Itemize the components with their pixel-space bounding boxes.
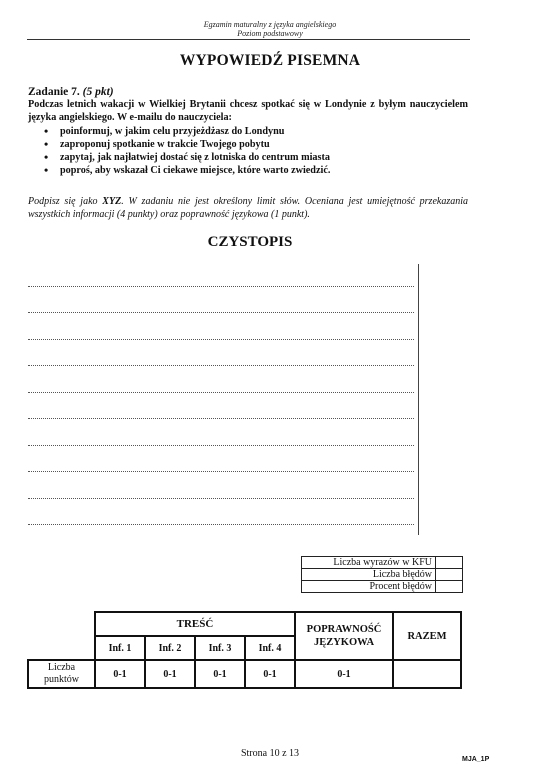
margin-line	[418, 264, 419, 535]
writing-line[interactable]	[28, 471, 414, 472]
inf-3-header: Inf. 3	[195, 636, 245, 660]
task-bullet: • zapytaj, jak najłatwiej dostać się z lotniska do centrum miasta	[44, 151, 464, 164]
table-row	[302, 581, 463, 593]
kfu-word-count-label: Liczba wyrazów w KFU	[302, 557, 436, 569]
kfu-error-percent-value[interactable]	[436, 581, 463, 593]
writing-line[interactable]	[28, 498, 414, 499]
writing-line[interactable]	[28, 365, 414, 366]
exam-header-level: Poziom podstawowy	[237, 29, 303, 38]
page-number: Strona 10 z 13	[240, 748, 300, 759]
header-divider	[27, 39, 470, 40]
correctness-header-line2: JĘZYKOWA	[313, 637, 375, 648]
total-score[interactable]	[393, 660, 461, 688]
kfu-error-percent-label: Procent błędów	[302, 581, 436, 593]
page-title: WYPOWIEDŹ PISEMNA	[179, 52, 361, 69]
points-label-line2: punktów	[44, 674, 79, 685]
total-header: RAZEM	[393, 612, 461, 660]
note-text: . W zadaniu nie jest określony limit słów. Oceniana jest umiejętność przekazania wszystkich informacji (4 punkty) oraz poprawność językowa (1 punkt).	[28, 196, 468, 220]
task-note	[28, 196, 468, 221]
kfu-table	[301, 556, 463, 593]
writing-line[interactable]	[28, 312, 414, 313]
writing-line[interactable]	[28, 339, 414, 340]
writing-line[interactable]	[28, 392, 414, 393]
points-row-label	[28, 660, 95, 688]
exam-code: MJA_1P	[462, 756, 490, 763]
inf-2-score[interactable]: 0-1	[145, 660, 195, 688]
task-instructions: Podczas letnich wakacji w Wielkiej Brytanii chcesz spotkać się w Londynie z byłym nauczycielem języka angielskiego. W e-mailu do nauczyciela:	[28, 99, 468, 123]
table-row	[302, 569, 463, 581]
note-signature: XYZ	[102, 196, 122, 207]
writing-line[interactable]	[28, 445, 414, 446]
task-points: (5 pkt)	[82, 86, 114, 98]
empty-corner	[28, 612, 95, 636]
inf-1-score[interactable]: 0-1	[95, 660, 145, 688]
task-bullet-list	[44, 125, 464, 177]
exam-header-title: Egzamin maturalny z języka angielskiego	[203, 20, 337, 29]
table-row	[302, 557, 463, 569]
table-row	[28, 612, 461, 636]
points-label-line1: Liczba	[47, 662, 76, 673]
kfu-error-count-label: Liczba błędów	[302, 569, 436, 581]
inf-1-header: Inf. 1	[95, 636, 145, 660]
task-number: Zadanie 7.	[28, 86, 80, 98]
kfu-error-count-value[interactable]	[436, 569, 463, 581]
table-row	[28, 660, 461, 688]
task-bullet: • poproś, aby wskazał Ci ciekawe miejsce, które warto zwiedzić.	[44, 164, 464, 177]
correctness-header-line1: POPRAWNOŚĆ	[306, 624, 382, 635]
inf-4-header: Inf. 4	[245, 636, 295, 660]
scoring-table	[27, 611, 462, 689]
correctness-header	[295, 612, 393, 660]
empty-corner	[28, 636, 95, 660]
task-heading	[28, 86, 468, 99]
task-bullet: • zaproponuj spotkanie w trakcie Twojego pobytu	[44, 138, 464, 151]
note-prefix: Podpisz się jako	[28, 196, 98, 207]
correctness-score[interactable]: 0-1	[295, 660, 393, 688]
writing-line[interactable]	[28, 524, 414, 525]
writing-line[interactable]	[28, 418, 414, 419]
inf-4-score[interactable]: 0-1	[245, 660, 295, 688]
clean-copy-title: CZYSTOPIS	[207, 234, 293, 250]
task-bullet: • poinformuj, w jakim celu przyjeżdżasz do Londynu	[44, 125, 464, 138]
inf-2-header: Inf. 2	[145, 636, 195, 660]
writing-line[interactable]	[28, 286, 414, 287]
content-header: TREŚĆ	[95, 612, 295, 636]
kfu-word-count-value[interactable]	[436, 557, 463, 569]
inf-3-score[interactable]: 0-1	[195, 660, 245, 688]
